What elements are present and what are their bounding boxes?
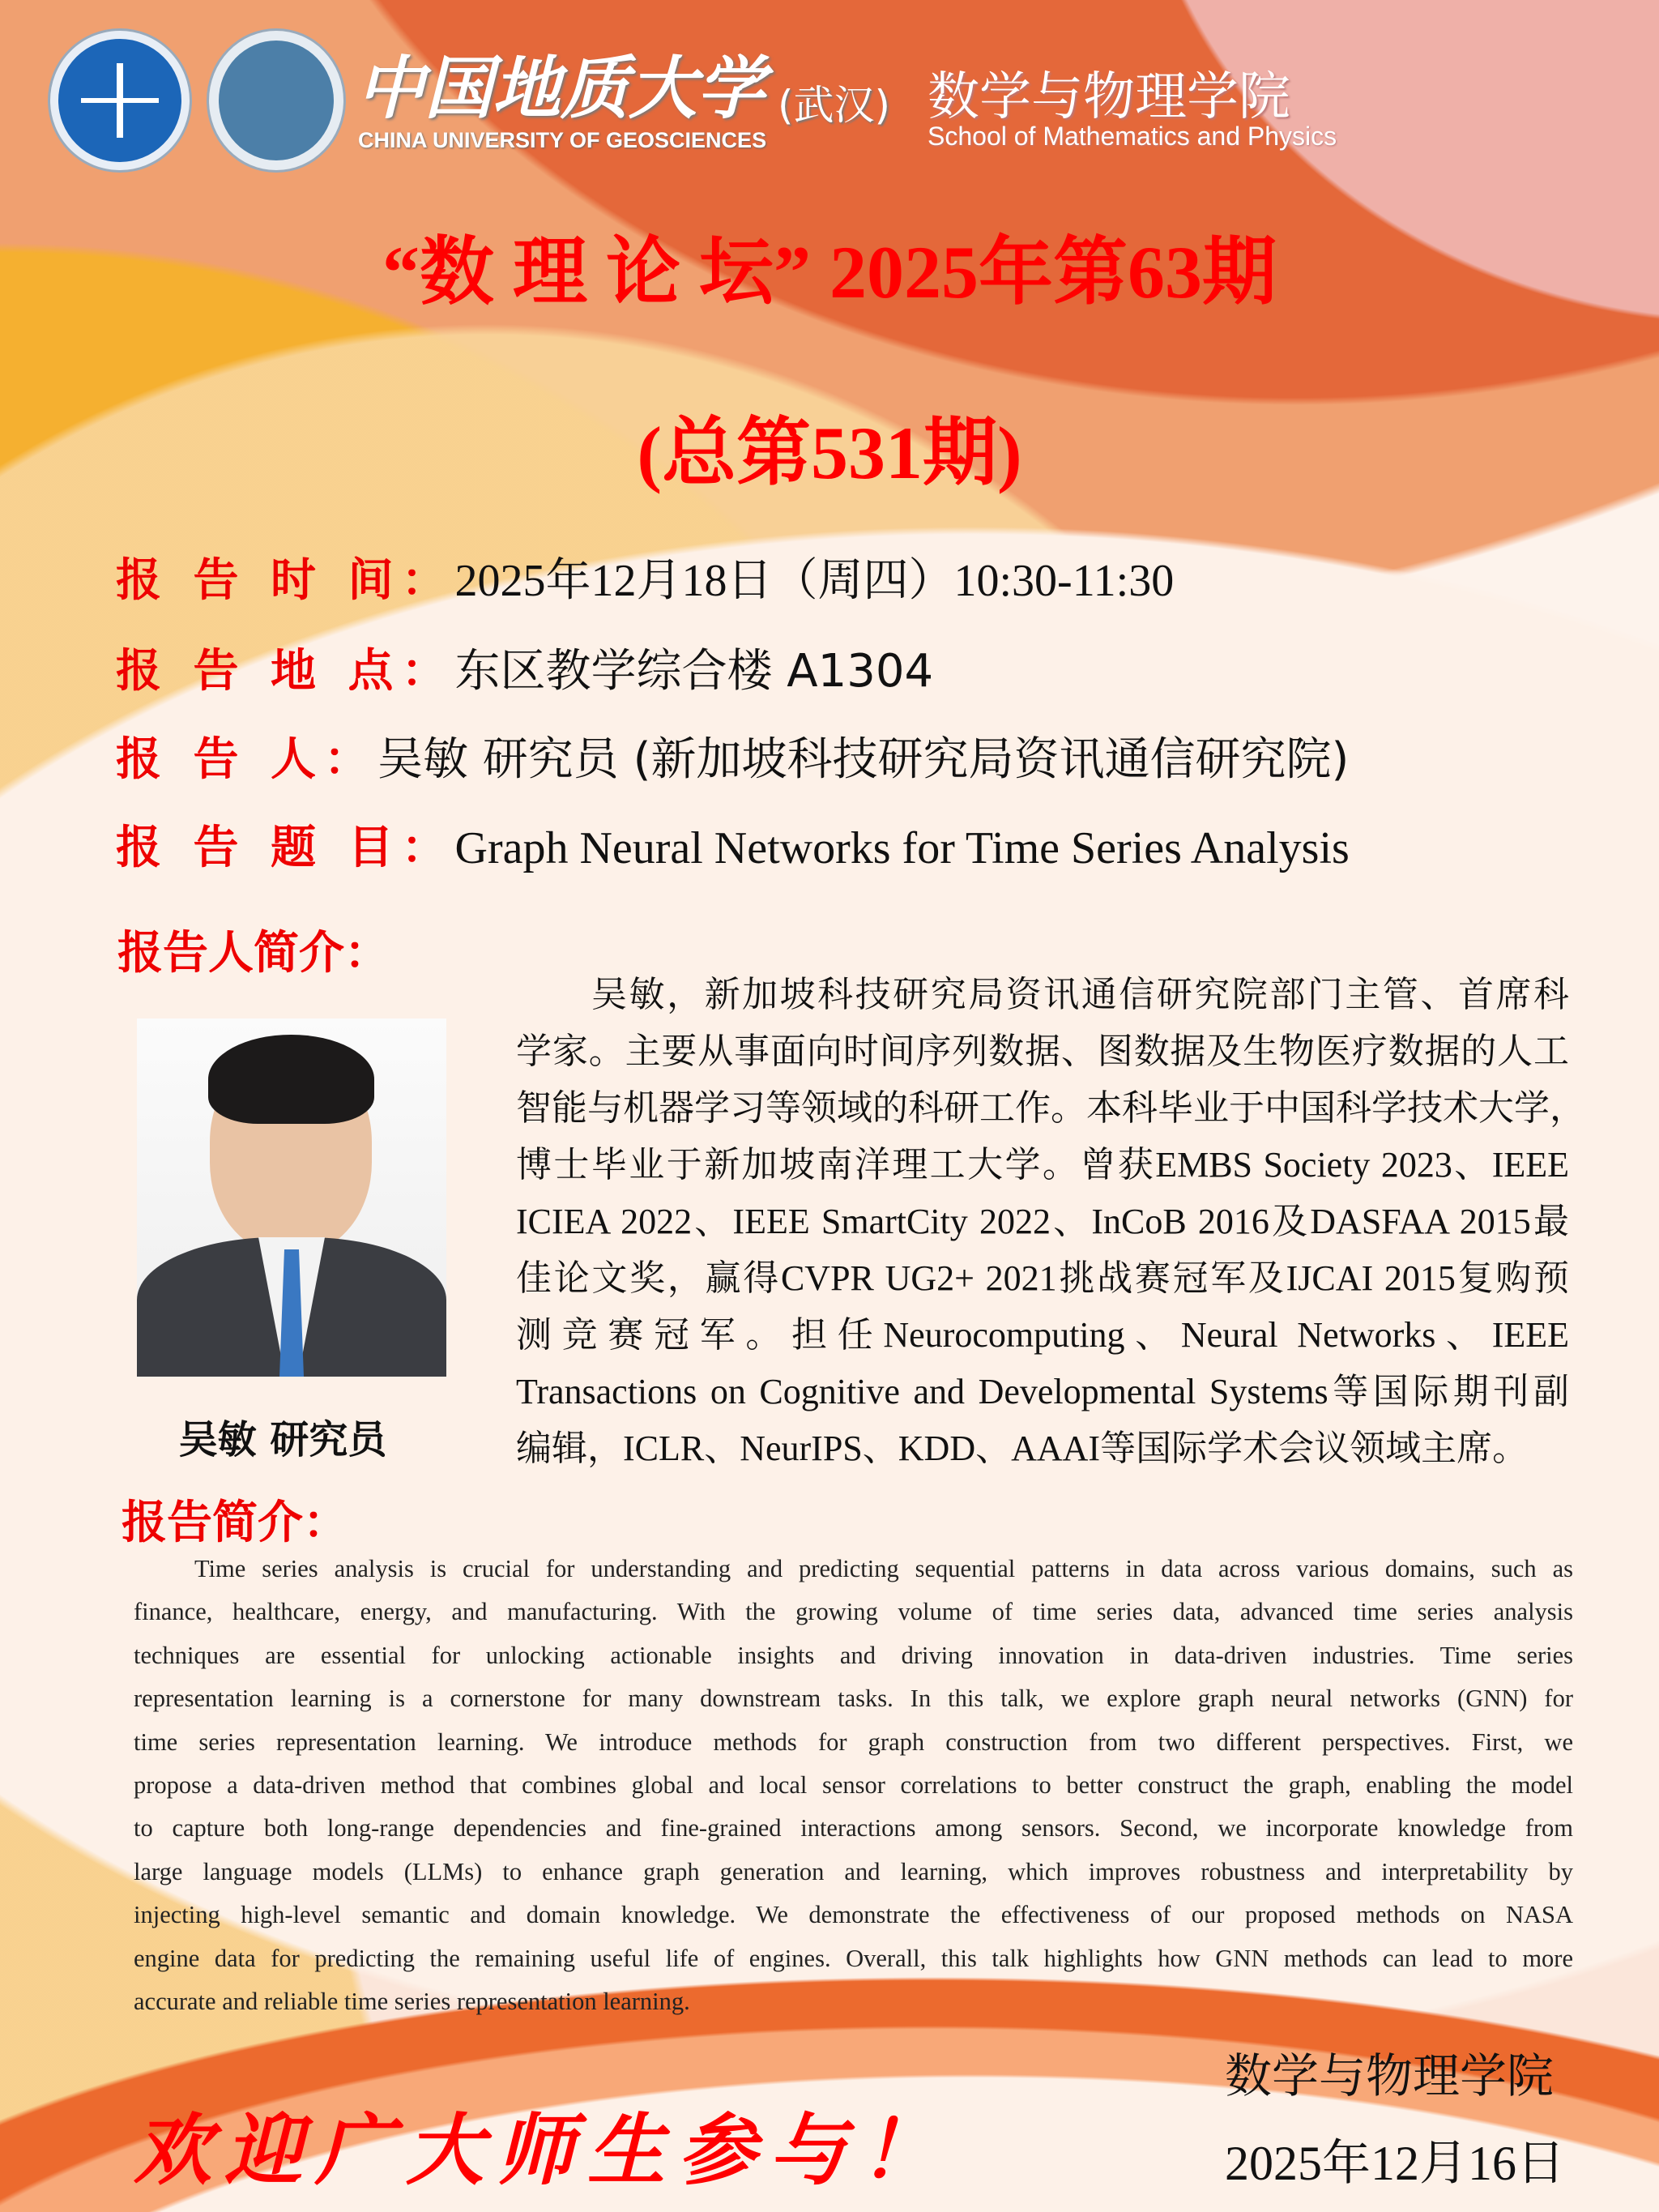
speaker-bio-heading: 报告人简介： — [117, 927, 390, 980]
bio-line: 编辑，ICLR、NeurIPS、KDD、AAAI等国际学术会议领域主席。 — [516, 1428, 1529, 1468]
abstract-line: finance, healthcare, energy, and manufacturing. With the growing volume of time series data, advanced time series analysis — [134, 1598, 1573, 1626]
info-time — [116, 544, 1174, 609]
info-speaker — [116, 724, 1349, 788]
info-label: 报 告 题 目： — [116, 822, 455, 874]
bio-line: Transactions on Cognitive and Developmental Systems等国际期刊副 — [516, 1372, 1569, 1411]
abstract-text — [134, 1548, 1573, 2023]
footer-date: 2025年12月16日 — [1225, 2137, 1565, 2190]
campus-name: (武汉) — [778, 82, 891, 129]
bio-line: 学家。主要从事面向时间序列数据、图数据及生物医疗数据的人工 — [516, 1031, 1569, 1071]
abstract-line: large language models (LLMs) to enhance graph generation and learning, which improves robustness and interpretability by — [134, 1857, 1573, 1885]
info-label: 报 告 人： — [116, 733, 377, 786]
abstract-line: time series representation learning. We introduce methods for graph construction from two different perspectives. First, we — [134, 1727, 1573, 1756]
abstract-line: accurate and reliable time series representation learning. — [134, 1987, 690, 2015]
abstract-line: propose a data-driven method that combines global and local sensor correlations to better construct the graph, enabling the model — [134, 1770, 1573, 1799]
abstract-line: Time series analysis is crucial for understanding and predicting sequential patterns in data across various domains, such as — [194, 1555, 1573, 1582]
footer-organizer: 数学与物理学院 — [1225, 2048, 1555, 2103]
university-name-cn: 中国地质大学 — [356, 48, 766, 128]
school-name-cn: 数学与物理学院 — [928, 67, 1290, 127]
info-topic — [116, 812, 1350, 877]
bio-line: 智能与机器学习等领域的科研工作。本科毕业于中国科学技术大学， — [516, 1088, 1585, 1128]
speaker-caption: 吴敏 研究员 — [178, 1417, 387, 1463]
info-label: 报 告 地 点： — [116, 645, 455, 698]
abstract-line: to capture both long-range dependencies and fine-grained interactions among sensors. Second, we incorporate knowledge from — [134, 1814, 1573, 1843]
school-logo — [209, 31, 343, 170]
forum-issue-total: (总第531期) — [637, 412, 1022, 494]
speaker-photo — [137, 1018, 446, 1377]
info-location — [116, 635, 933, 700]
abstract-line: techniques are essential for unlocking actionable insights and driving innovation in data-driven industries. Time series — [134, 1641, 1573, 1669]
bio-line: 博士毕业于新加坡南洋理工大学。曾获EMBS Society 2023、IEEE — [516, 1145, 1569, 1185]
welcome-message: 欢迎广大师生参与！ — [134, 2104, 950, 2196]
info-label: 报 告 时 间： — [116, 554, 455, 607]
bio-line: 测竞赛冠军。担任Neurocomputing、Neural Networks、IEEE — [516, 1315, 1569, 1355]
info-value: 吴敏 研究员 (新加坡科技研究局资讯通信研究院) — [377, 733, 1350, 786]
abstract-line: engine data for predicting the remaining useful life of engines. Overall, this talk highlights how GNN methods can lead to more — [134, 1944, 1573, 1972]
abstract-line: injecting high-level semantic and domain knowledge. We demonstrate the effectiveness of our proposed methods on NASA — [134, 1901, 1573, 1929]
info-value: 2025年12月18日（周四）10:30-11:30 — [454, 556, 1175, 606]
bio-line: 吴敏，新加坡科技研究局资讯通信研究院部门主管、首席科 — [516, 975, 1569, 1014]
forum-title: “数 理 论 坛” 2025年第63期 — [382, 231, 1277, 314]
school-name-en: School of Mathematics and Physics — [928, 122, 1337, 151]
info-value: 东区教学综合楼 A1304 — [454, 645, 934, 698]
abstract-heading: 报告简介： — [122, 1497, 348, 1549]
speaker-bio — [516, 967, 1585, 1477]
university-name-en: CHINA UNIVERSITY OF GEOSCIENCES — [358, 128, 767, 152]
university-logo — [50, 31, 190, 170]
bio-line: 佳论文奖，赢得CVPR UG2+ 2021挑战赛冠军及IJCAI 2015复购预 — [516, 1258, 1569, 1298]
info-value: Graph Neural Networks for Time Series Analysis — [454, 823, 1350, 873]
bio-line: ICIEA 2022、IEEE SmartCity 2022、InCoB 2016及DASFAA 2015最 — [516, 1202, 1569, 1241]
abstract-line: representation learning is a cornerstone for many downstream tasks. In this talk, we explore graph neural networks (GNN) for — [134, 1685, 1573, 1713]
